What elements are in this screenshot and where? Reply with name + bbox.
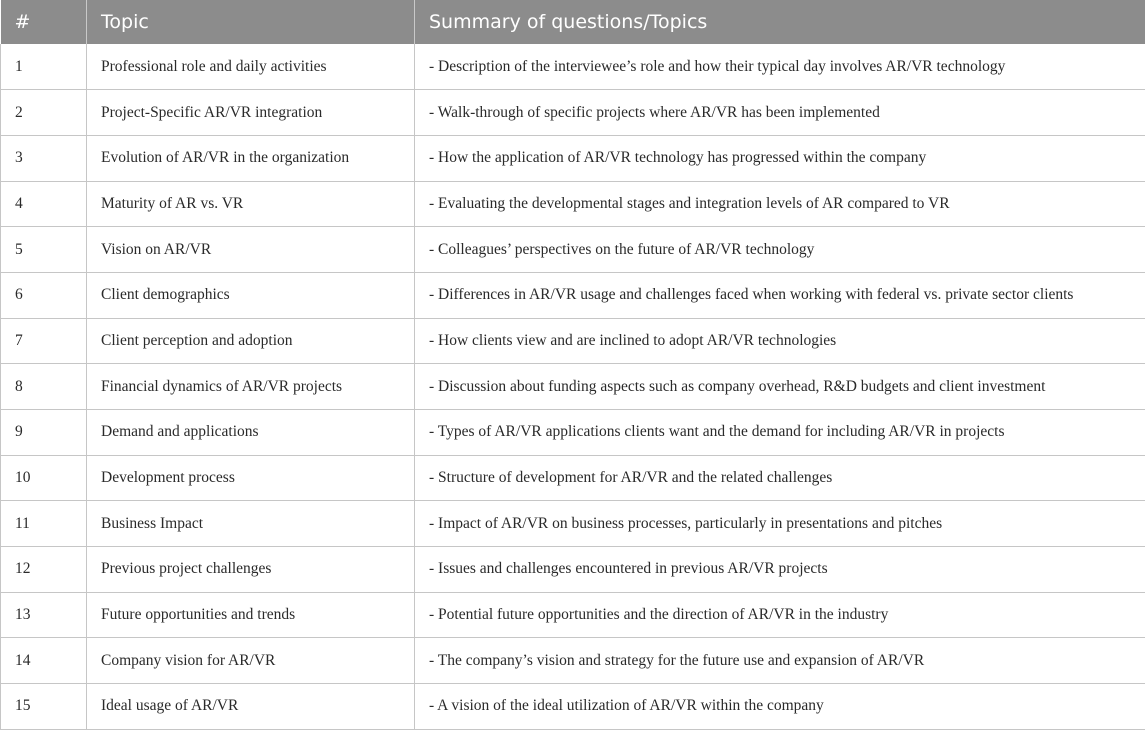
row-summary: - Evaluating the developmental stages and integration levels of AR compared to VR: [415, 181, 1145, 227]
row-summary: - Colleagues’ perspectives on the future of AR/VR technology: [415, 227, 1145, 273]
table-row: [1, 364, 1145, 410]
row-number: 3: [1, 135, 87, 181]
row-topic: Evolution of AR/VR in the organization: [87, 135, 415, 181]
table-row: [1, 547, 1145, 593]
table-row: [1, 227, 1145, 273]
row-summary: - Walk-through of specific projects where AR/VR has been implemented: [415, 90, 1145, 136]
row-number: 8: [1, 364, 87, 410]
row-number: 1: [1, 44, 87, 90]
row-topic: Financial dynamics of AR/VR projects: [87, 364, 415, 410]
row-topic: Ideal usage of AR/VR: [87, 684, 415, 730]
row-summary: - Differences in AR/VR usage and challenges faced when working with federal vs. private sector clients: [415, 272, 1145, 318]
row-number: 9: [1, 410, 87, 456]
header-topic: Topic: [87, 0, 415, 44]
row-topic: Client perception and adoption: [87, 318, 415, 364]
row-topic: Vision on AR/VR: [87, 227, 415, 273]
row-number: 6: [1, 272, 87, 318]
header-row: [1, 0, 1145, 44]
table-header: [1, 0, 1145, 44]
row-topic: Maturity of AR vs. VR: [87, 181, 415, 227]
row-topic: Business Impact: [87, 501, 415, 547]
row-summary: - How clients view and are inclined to adopt AR/VR technologies: [415, 318, 1145, 364]
row-topic: Future opportunities and trends: [87, 592, 415, 638]
row-number: 2: [1, 90, 87, 136]
row-number: 10: [1, 455, 87, 501]
header-summary: Summary of questions/Topics: [415, 0, 1145, 44]
table-row: [1, 90, 1145, 136]
table-row: [1, 272, 1145, 318]
table-row: [1, 638, 1145, 684]
table-row: [1, 592, 1145, 638]
row-number: 5: [1, 227, 87, 273]
row-number: 15: [1, 684, 87, 730]
row-topic: Client demographics: [87, 272, 415, 318]
table-row: [1, 181, 1145, 227]
row-topic: Previous project challenges: [87, 547, 415, 593]
row-summary: - Discussion about funding aspects such as company overhead, R&D budgets and client investment: [415, 364, 1145, 410]
row-topic: Project-Specific AR/VR integration: [87, 90, 415, 136]
table-row: [1, 684, 1145, 730]
row-summary: - Issues and challenges encountered in previous AR/VR projects: [415, 547, 1145, 593]
table-body: [1, 44, 1145, 729]
row-number: 12: [1, 547, 87, 593]
row-summary: - Types of AR/VR applications clients want and the demand for including AR/VR in projects: [415, 410, 1145, 456]
row-number: 7: [1, 318, 87, 364]
row-summary: - Description of the interviewee’s role and how their typical day involves AR/VR technology: [415, 44, 1145, 90]
row-topic: Professional role and daily activities: [87, 44, 415, 90]
table-row: [1, 501, 1145, 547]
row-summary: - The company’s vision and strategy for the future use and expansion of AR/VR: [415, 638, 1145, 684]
row-summary: - Structure of development for AR/VR and the related challenges: [415, 455, 1145, 501]
row-number: 13: [1, 592, 87, 638]
table-row: [1, 318, 1145, 364]
row-summary: - Potential future opportunities and the direction of AR/VR in the industry: [415, 592, 1145, 638]
table-row: [1, 44, 1145, 90]
row-summary: - How the application of AR/VR technology has progressed within the company: [415, 135, 1145, 181]
row-topic: Company vision for AR/VR: [87, 638, 415, 684]
row-summary: - Impact of AR/VR on business processes, particularly in presentations and pitches: [415, 501, 1145, 547]
table-row: [1, 410, 1145, 456]
row-topic: Demand and applications: [87, 410, 415, 456]
header-number: #: [1, 0, 87, 44]
row-number: 4: [1, 181, 87, 227]
row-number: 11: [1, 501, 87, 547]
row-number: 14: [1, 638, 87, 684]
row-topic: Development process: [87, 455, 415, 501]
table-row: [1, 455, 1145, 501]
row-summary: - A vision of the ideal utilization of AR/VR within the company: [415, 684, 1145, 730]
table-row: [1, 135, 1145, 181]
